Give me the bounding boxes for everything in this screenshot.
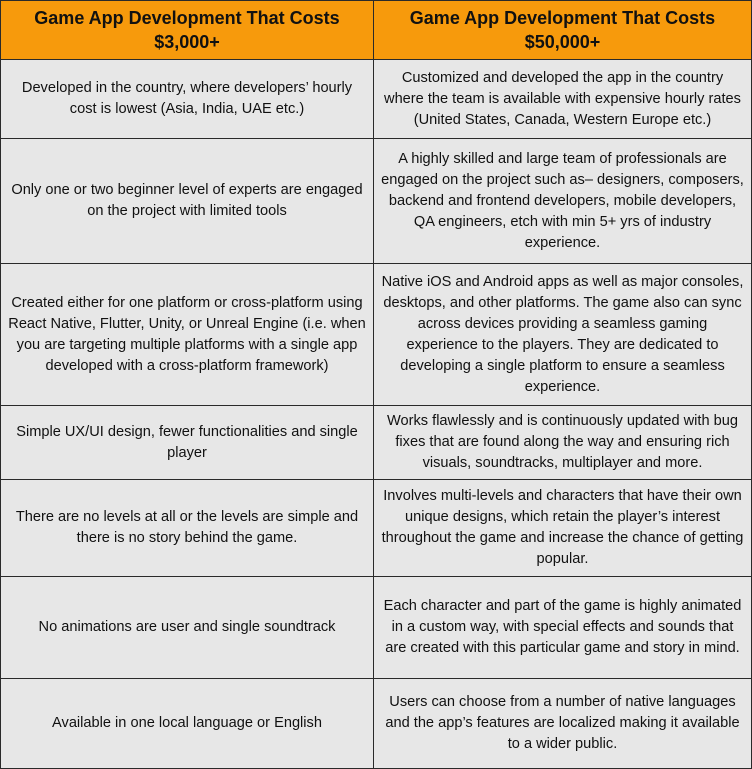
table-row — [1, 264, 752, 406]
cell-high-cost: Works flawlessly and is continuously updated with bug fixes that are found along the way and ensuring rich visuals, soundtracks, multiplayer and more. — [374, 406, 752, 480]
table-header — [1, 1, 752, 60]
header-high-cost-title: Game App Development That Costs — [409, 8, 716, 28]
table-row — [1, 480, 752, 577]
cell-low-cost: Available in one local language or English — [1, 679, 374, 769]
header-low-cost-title: Game App Development That Costs — [34, 8, 340, 28]
header-high-cost — [374, 1, 752, 60]
cell-low-cost: There are no levels at all or the levels are simple and there is no story behind the game. — [1, 480, 374, 577]
cell-high-cost: Users can choose from a number of native languages and the app’s features are localized making it available to a wider public. — [374, 679, 752, 769]
cell-low-cost: Created either for one platform or cross-platform using React Native, Flutter, Unity, or Unreal Engine (i.e. when you are targeting multiple platforms with a single app developed with a cross-platform framework) — [1, 264, 374, 406]
table-row — [1, 406, 752, 480]
header-row — [1, 1, 752, 60]
cell-high-cost: A highly skilled and large team of professionals are engaged on the project such as– designers, composers, backend and frontend developers, mobile developers, QA engineers, etch with min 5+ yrs of industry experience. — [374, 139, 752, 264]
cell-low-cost: No animations are user and single soundtrack — [1, 577, 374, 679]
cell-low-cost: Developed in the country, where developers’ hourly cost is lowest (Asia, India, UAE etc.) — [1, 60, 374, 139]
table-row — [1, 139, 752, 264]
table-body — [1, 60, 752, 769]
cell-high-cost: Each character and part of the game is highly animated in a custom way, with special effects and sounds that are created with this particular game and story in mind. — [374, 577, 752, 679]
table-row — [1, 577, 752, 679]
header-low-cost — [1, 1, 374, 60]
table-row — [1, 60, 752, 139]
header-low-cost-price: $3,000+ — [154, 32, 220, 52]
header-high-cost-price: $50,000+ — [524, 32, 601, 52]
cell-low-cost: Simple UX/UI design, fewer functionalities and single player — [1, 406, 374, 480]
cell-high-cost: Customized and developed the app in the country where the team is available with expensive hourly rates (United States, Canada, Western Europe etc.) — [374, 60, 752, 139]
table-row — [1, 679, 752, 769]
cell-high-cost: Involves multi-levels and characters that have their own unique designs, which retain the player’s interest throughout the game and increase the chance of getting popular. — [374, 480, 752, 577]
cell-high-cost: Native iOS and Android apps as well as major consoles, desktops, and other platforms. The game also can sync across devices providing a seamless gaming experience to the players. They are dedicated to developing a single platform to ensure a seamless experience. — [374, 264, 752, 406]
cell-low-cost: Only one or two beginner level of experts are engaged on the project with limited tools — [1, 139, 374, 264]
